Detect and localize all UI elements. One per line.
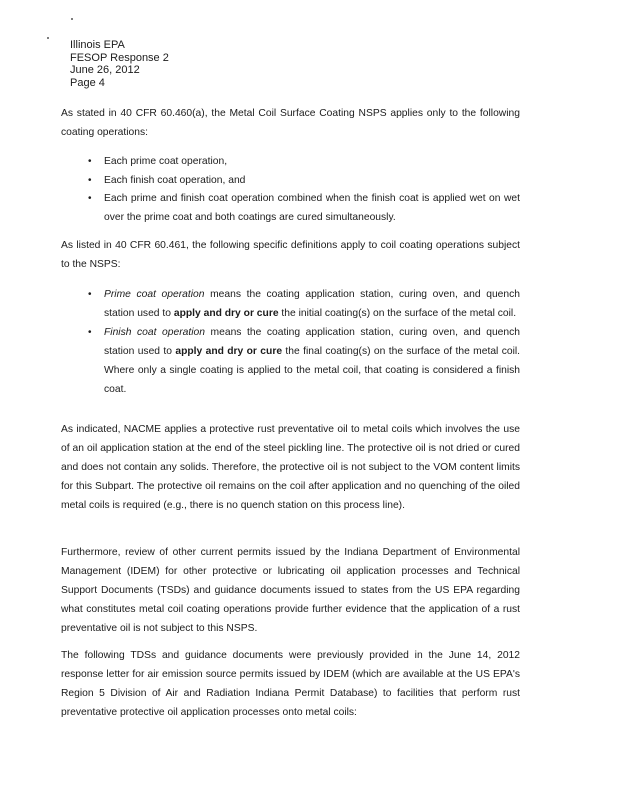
definition-prime-coat (61, 285, 520, 323)
list-item-text: Each prime coat operation, (104, 156, 228, 167)
definition-term: Prime coat operation (104, 289, 205, 300)
definitions-list (61, 285, 520, 399)
definition-text: means the coating application station, curing oven, and quench station used to (104, 289, 520, 319)
definition-emphasis: apply and dry or cure (173, 308, 279, 319)
definition-text: means the coating application station, curing oven, and quench station used to (104, 327, 521, 357)
header-agency: Illinois EPA (70, 39, 125, 51)
bullet-icon: • (88, 327, 92, 338)
paragraph-idem-permits: Furthermore, review of other current permits issued by the Indiana Department of Environmental Management (IDEM) for other protective or lubricating oil application processes and Technical Support Documents (TSDs) and guidance documents issued to states from the US EPA regarding what constitutes metal coil coating operations provide further evidence that the application of a rust preventative oil is not subject to this NSPS. (61, 547, 520, 634)
paragraph-tsd-guidance: The following TDSs and guidance documents were previously provided in the June 14, 2012 response letter for air emission source permits issued by IDEM (which are available at the US EPA's Region 5 Division of Air and Radiation Indiana Permit Database) to facilities that perform rust preventative protective oil application processes onto metal coils: (61, 650, 520, 718)
header-date: June 26, 2012 (70, 64, 140, 76)
paragraph-nsps-applicability: As stated in 40 CFR 60.460(a), the Metal Coil Surface Coating NSPS applies only to the following coating operations: (61, 108, 520, 138)
letter-header (70, 39, 169, 89)
definition-term: Finish coat operation (104, 327, 205, 338)
paragraph-definitions-intro: As listed in 40 CFR 60.461, the following specific definitions apply to coil coating operations subject to the NSPS: (61, 240, 520, 270)
coating-operations-list (61, 153, 520, 227)
bullet-icon: • (88, 289, 92, 300)
definition-text: the initial coating(s) on the surface of the metal coil. (278, 308, 517, 319)
bullet-icon: • (88, 156, 92, 167)
list-item-text: Each finish coat operation, and (104, 174, 246, 186)
bullet-icon: • (88, 193, 92, 204)
scan-speck (47, 37, 49, 39)
header-page-number: Page 4 (70, 76, 105, 89)
bullet-icon: • (88, 174, 92, 186)
definition-emphasis: apply and dry or cure (175, 346, 283, 357)
scan-speck (71, 18, 73, 20)
definition-finish-coat (61, 323, 520, 399)
list-item (61, 190, 520, 227)
paragraph-nacme-oil: As indicated, NACME applies a protective rust preventative oil to metal coils which involves the use of an oil application station at the end of the steel pickling line. The protective oil is not dried or cured and does not contain any solids. Therefore, the protective oil is not subject to the VOM content limits for this Subpart. The protective oil remains on the coil after application and no quenching of the oiled metal coils is required (e.g., there is no quench station on this process line). (61, 424, 520, 511)
header-reference: FESOP Response 2 (70, 51, 169, 64)
list-item (61, 172, 520, 191)
list-item (61, 153, 520, 172)
definition-text: the final coating(s) on the surface of the metal coil. Where only a single coating is applied to the metal coil, that coating is considered a finish coat. (104, 346, 521, 395)
list-item-text: Each prime and finish coat operation combined when the finish coat is applied wet on wet over the prime coat and both coatings are cured simultaneously. (104, 193, 520, 223)
